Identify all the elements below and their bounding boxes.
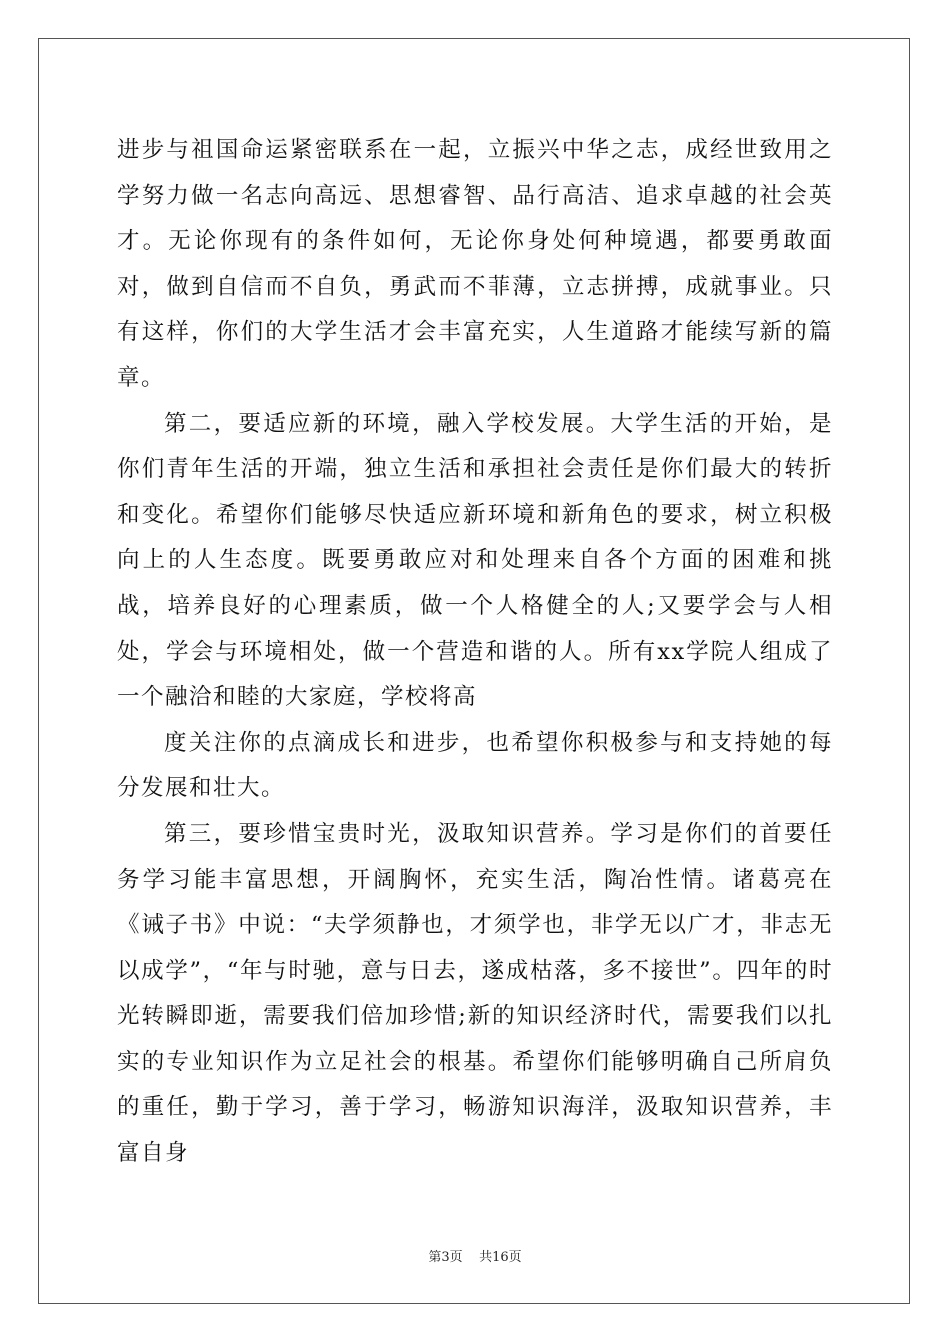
page-total: 共16页 <box>479 1250 522 1265</box>
page-number: 第3页 <box>428 1250 463 1265</box>
document-body <box>117 128 833 1177</box>
paragraph-2: 第二，要适应新的环境，融入学校发展。大学生活的开始，是你们青年生活的开端，独立生活和承担社会责任是你们最大的转折和变化。希望你们能够尽快适应新环境和新角色的要求，树立积极向上的人生态度。既要勇敢应对和处理来自各个方面的困难和挑战，培养良好的心理素质，做一个人格健全的人;又要学会与人相处，学会与环境相处，做一个营造和谐的人。所有xx学院人组成了一个融洽和睦的大家庭，学校将高 <box>117 410 833 711</box>
page-footer <box>0 1246 950 1265</box>
paragraph-3: 度关注你的点滴成长和进步，也希望你积极参与和支持她的每分发展和壮大。 <box>117 729 833 802</box>
paragraph-1: 进步与祖国命运紧密联系在一起，立振兴中华之志，成经世致用之学努力做一名志向高远、思想睿智、品行高洁、追求卓越的社会英才。无论你现有的条件如何，无论你身处何种境遇，都要勇敢面对，做到自信而不自负，勇武而不菲薄，立志拼搏，成就事业。只有这样，你们的大学生活才会丰富充实，人生道路才能续写新的篇章。 <box>117 137 833 391</box>
paragraph-4: 第三，要珍惜宝贵时光，汲取知识营养。学习是你们的首要任务学习能丰富思想，开阔胸怀，充实生活，陶冶性情。诸葛亮在《诫子书》中说：“夫学须静也，才须学也，非学无以广才，非志无以成学”，“年与时驰，意与日去，遂成枯落，多不接世”。四年的时光转瞬即逝，需要我们倍加珍惜;新的知识经济时代，需要我们以扎实的专业知识作为立足社会的根基。希望你们能够明确自己所肩负的重任，勤于学习，善于学习，畅游知识海洋，汲取知识营养，丰富自身 <box>117 820 833 1167</box>
